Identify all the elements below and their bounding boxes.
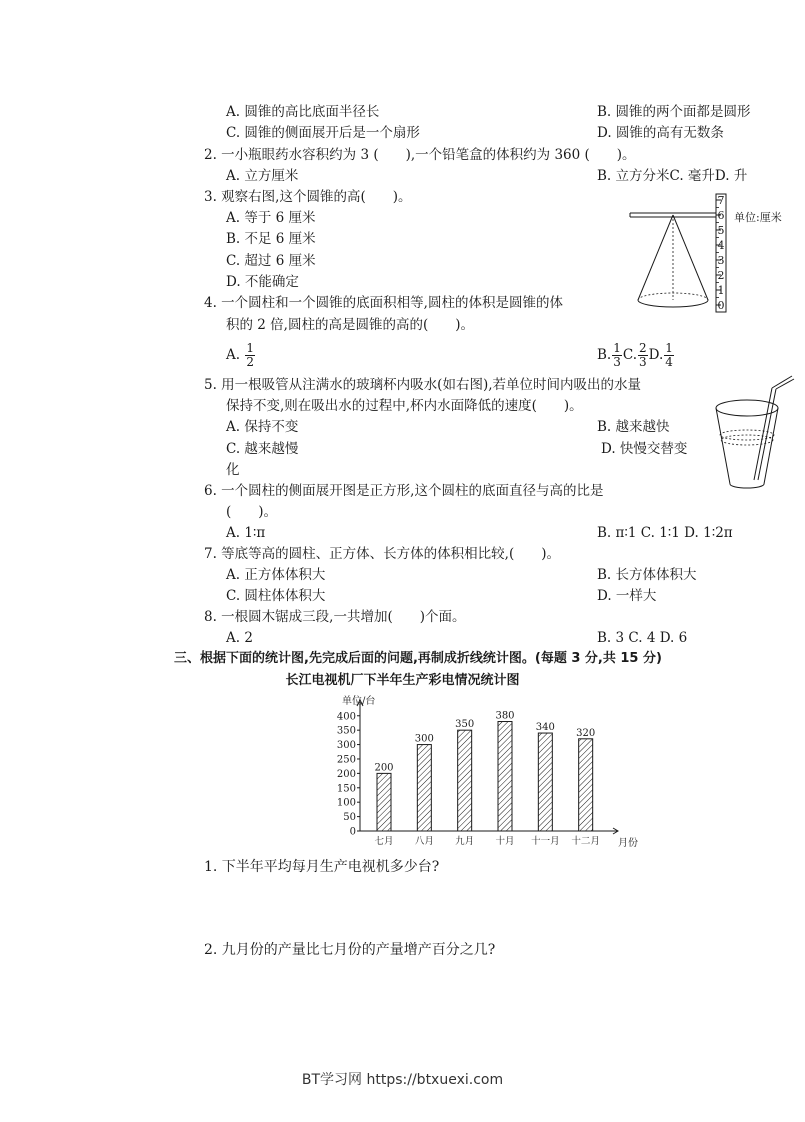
q6-option-a: A. 1∶π (226, 525, 266, 541)
ruler-tick-label: 0 (717, 299, 725, 312)
frac-num: 2 (639, 341, 647, 355)
frac-num: 1 (613, 341, 621, 355)
ruler-tick-label: 2 (717, 269, 725, 282)
q4-option-d-label: D. (648, 347, 664, 363)
ruler-tick-label: 4 (717, 239, 725, 252)
x-tick-label: 十月 (495, 836, 515, 847)
y-tick-label: 300 (336, 740, 356, 752)
q3-option-c: C. 超过 6 厘米 (226, 253, 316, 269)
x-tick-label: 八月 (414, 836, 434, 847)
q7-stem: 7. 等底等高的圆柱、正方体、长方体的体积相比较,( )。 (204, 546, 560, 562)
cone-ruler-figure (628, 192, 798, 317)
bar (377, 773, 391, 831)
y-tick-label: 350 (336, 725, 356, 737)
q7-option-c: C. 圆柱体体积大 (226, 588, 326, 604)
bar-chart (330, 690, 640, 852)
x-tick-label: 十一月 (531, 836, 560, 847)
frac-num: 1 (665, 341, 673, 355)
q3-option-a: A. 等于 6 厘米 (226, 210, 316, 226)
y-tick-label: 150 (336, 783, 356, 795)
section3-question-1: 1. 下半年平均每月生产电视机多少台? (204, 859, 440, 875)
q2-option-a: A. 立方厘米 (226, 168, 299, 184)
q1-option-c: C. 圆锥的侧面展开后是一个扇形 (226, 125, 420, 141)
y-tick-label: 200 (336, 768, 356, 780)
fraction-one-third (612, 342, 622, 369)
section-3-heading: 三、根据下面的统计图,先完成后面的问题,再制成折线统计图。(每题 3 分,共 15 分) (174, 651, 662, 666)
x-tick-label: 七月 (374, 836, 394, 847)
x-tick-label: 十二月 (571, 836, 600, 847)
footer-watermark: BT学习网 https://btxuexi.com (301, 1072, 504, 1088)
q4-option-b-label: B. (597, 347, 612, 363)
fraction-one-half (245, 342, 255, 369)
bar (417, 745, 431, 831)
q5-option-a: A. 保持不变 (226, 419, 299, 435)
q1-option-a: A. 圆锥的高比底面半径长 (226, 104, 380, 120)
q5-option-d: D. 快慢交替变 (601, 441, 688, 457)
q6-options-bcd: B. π∶1 C. 1∶1 D. 1∶2π (597, 525, 733, 541)
q6-stem-line2: ( )。 (226, 504, 278, 520)
q8-option-a: A. 2 (226, 630, 253, 646)
bar (498, 722, 512, 831)
bar-value-label: 350 (455, 719, 475, 731)
unit-label: 单位:厘米 (734, 211, 782, 224)
q4-stem-line1: 4. 一个圆柱和一个圆锥的底面积相等,圆柱的体积是圆锥的体 (204, 295, 563, 311)
q3-option-b: B. 不足 6 厘米 (226, 231, 316, 247)
ruler-tick-label: 6 (717, 209, 725, 222)
frac-den: 2 (246, 355, 254, 369)
bar-value-label: 320 (576, 727, 596, 739)
q1-option-b: B. 圆锥的两个面都是圆形 (597, 104, 751, 120)
q5-option-b: B. 越来越快 (597, 419, 670, 435)
q5-stem-line1: 5. 用一根吸管从注满水的玻璃杯内吸水(如右图),若单位时间内吸出的水量 (204, 377, 641, 393)
q4-option-c-label: C. (622, 347, 637, 363)
bar-value-label: 300 (414, 733, 434, 745)
q2-options-bcd: B. 立方分米C. 毫升D. 升 (597, 168, 748, 184)
q1-option-d: D. 圆锥的高有无数条 (597, 125, 724, 141)
frac-den: 3 (639, 355, 647, 369)
q4-stem-line2: 积的 2 倍,圆柱的高是圆锥的高的( )。 (226, 317, 474, 333)
y-tick-label: 400 (336, 711, 356, 723)
q4-options-bcd (597, 341, 675, 369)
fraction-one-quarter (664, 342, 674, 369)
chart-x-label: 月份 (618, 838, 638, 849)
bar (458, 730, 472, 831)
q7-option-d: D. 一样大 (597, 588, 657, 604)
q4-option-a (226, 341, 256, 369)
q8-options-bcd: B. 3 C. 4 D. 6 (597, 630, 688, 646)
y-tick-label: 100 (336, 797, 356, 809)
q5-stem-line2: 保持不变,则在吸出水的过程中,杯内水面降低的速度( )。 (226, 398, 583, 414)
y-tick-label: 0 (349, 826, 356, 838)
frac-den: 4 (665, 355, 673, 369)
frac-num: 1 (246, 341, 254, 355)
y-tick-label: 250 (336, 754, 356, 766)
fraction-two-thirds (638, 342, 648, 369)
y-tick-label: 50 (343, 812, 356, 824)
q6-stem-line1: 6. 一个圆柱的侧面展开图是正方形,这个圆柱的底面直径与高的比是 (204, 483, 604, 499)
chart-y-label: 单位/台 (342, 696, 376, 707)
bar (538, 733, 552, 831)
bar-value-label: 200 (374, 762, 394, 774)
q3-stem: 3. 观察右图,这个圆锥的高( )。 (204, 189, 412, 205)
q4-option-a-label: A. (226, 347, 241, 363)
ruler-tick-label: 1 (717, 284, 725, 297)
ruler-tick-label: 3 (717, 254, 725, 267)
x-tick-label: 九月 (455, 836, 475, 847)
chart-title: 长江电视机厂下半年生产彩电情况统计图 (285, 673, 520, 688)
q2-stem: 2. 一小瓶眼药水容积约为 3 ( ),一个铅笔盒的体积约为 360 ( )。 (204, 147, 636, 163)
q7-option-a: A. 正方体体积大 (226, 567, 326, 583)
bar (579, 739, 593, 831)
ruler-tick-label: 7 (717, 194, 725, 207)
glass-straw-figure (708, 372, 798, 497)
q5-option-d-wrap: 化 (226, 462, 240, 478)
q5-option-c: C. 越来越慢 (226, 441, 299, 457)
frac-den: 3 (613, 355, 621, 369)
q3-option-d: D. 不能确定 (226, 274, 299, 290)
bar-value-label: 380 (495, 710, 515, 722)
section3-question-2: 2. 九月份的产量比七月份的产量增产百分之几? (204, 942, 496, 958)
q8-stem: 8. 一根圆木锯成三段,一共增加( )个面。 (204, 609, 466, 625)
q7-option-b: B. 长方体体积大 (597, 567, 697, 583)
bar-value-label: 340 (535, 722, 555, 734)
ruler-tick-label: 5 (717, 224, 725, 237)
